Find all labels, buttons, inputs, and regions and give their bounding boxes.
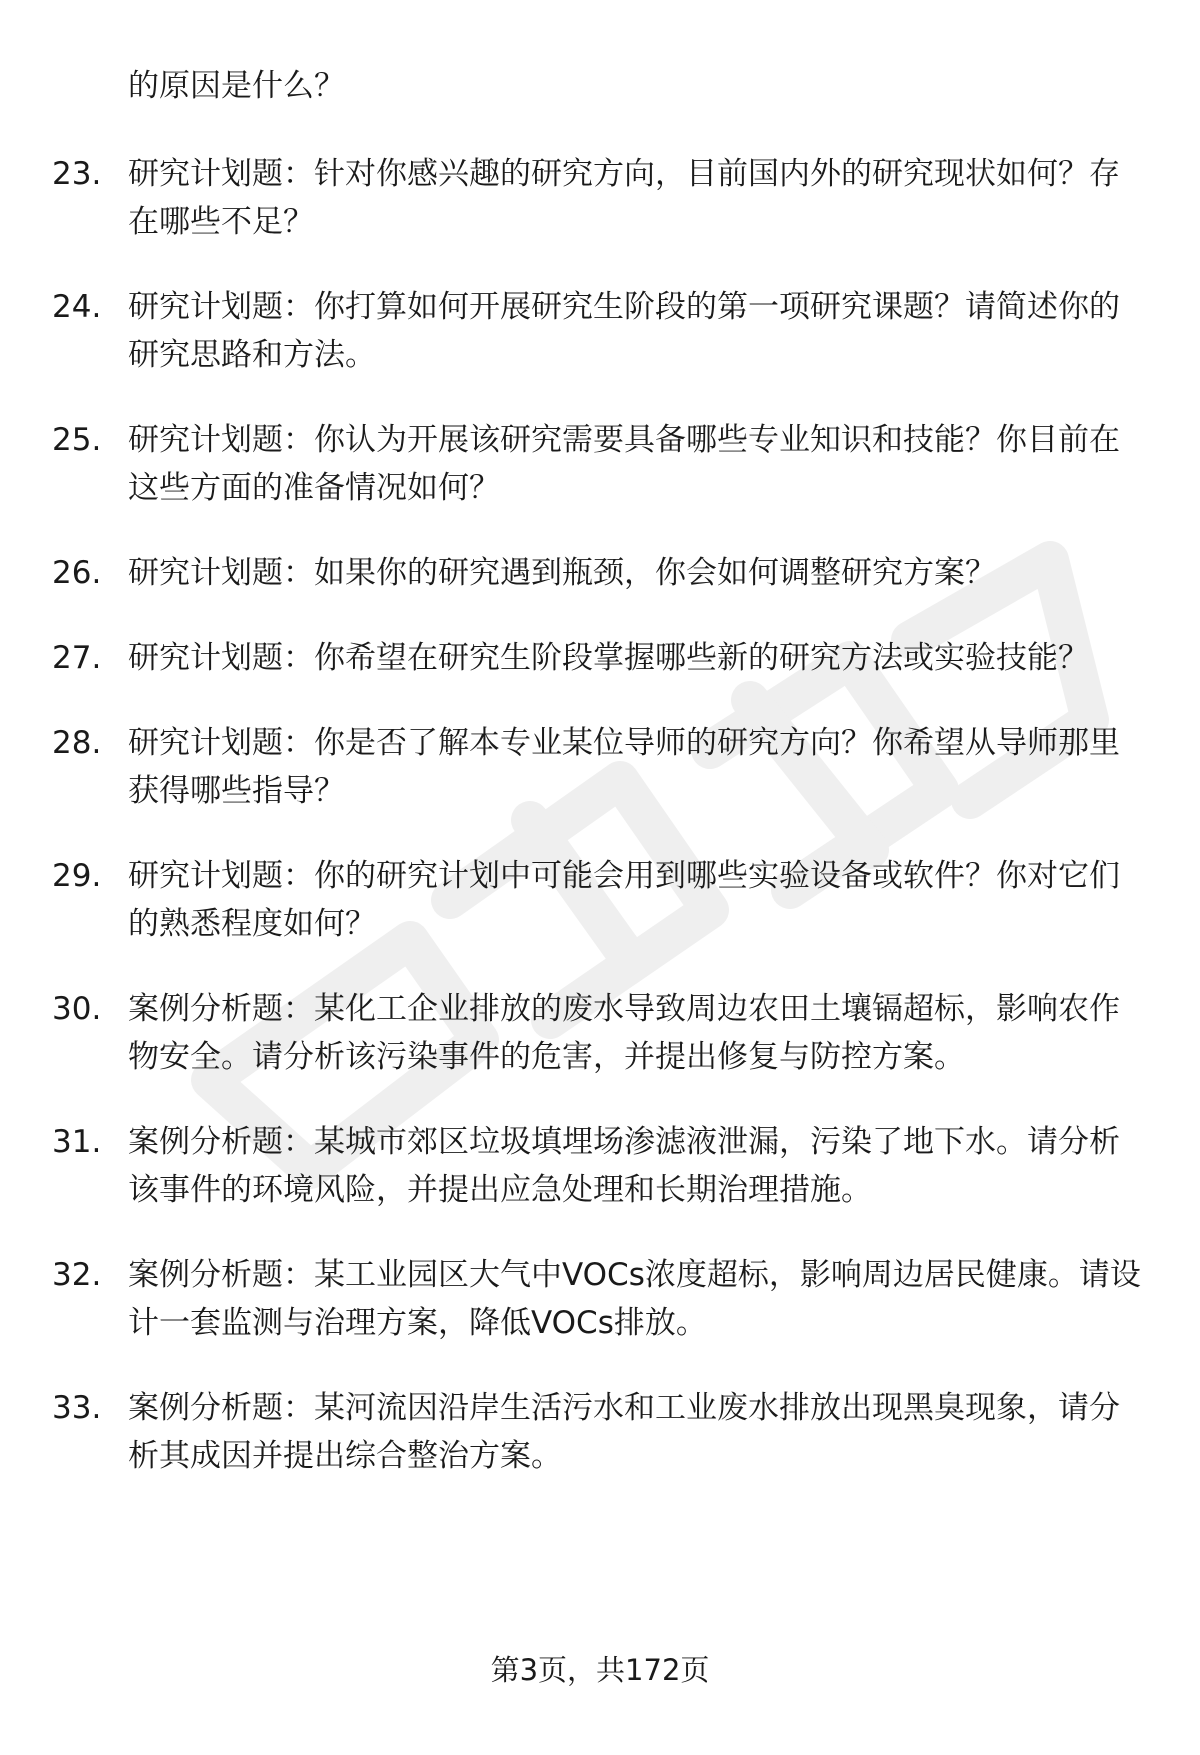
question-number: 23. (52, 156, 102, 192)
question-number: 29. (52, 858, 102, 894)
continuation-text: 的原因是什么？ (128, 68, 345, 104)
question-number: 27. (52, 640, 102, 676)
page-number: 第3页，共172页 (490, 1653, 710, 1687)
question-list (0, 150, 1200, 1517)
question-text: 研究计划题：针对你感兴趣的研究方向，目前国内外的研究现状如何？存在哪些不足？ (128, 156, 1120, 240)
question-text: 研究计划题：你打算如何开展研究生阶段的第一项研究课题？请简述你的研究思路和方法。 (128, 289, 1120, 373)
question-number: 25. (52, 422, 102, 458)
question-number: 28. (52, 725, 102, 761)
question-text: 研究计划题：你认为开展该研究需要具备哪些专业知识和技能？你目前在这些方面的准备情况如何？ (128, 422, 1120, 506)
list-item (0, 985, 1200, 1081)
question-number: 31. (52, 1124, 102, 1160)
question-text: 研究计划题：你的研究计划中可能会用到哪些实验设备或软件？你对它们的熟悉程度如何？ (128, 858, 1120, 942)
question-number: 26. (52, 555, 102, 591)
question-text: 研究计划题：你希望在研究生阶段掌握哪些新的研究方法或实验技能？ (128, 640, 1089, 676)
list-item (0, 150, 1200, 246)
list-item (0, 1118, 1200, 1214)
list-item (0, 549, 1200, 597)
question-number: 33. (52, 1390, 102, 1426)
question-text: 研究计划题：你是否了解本专业某位导师的研究方向？你希望从导师那里获得哪些指导？ (128, 725, 1120, 809)
question-text: 案例分析题：某城市郊区垃圾填埋场渗滤液泄漏，污染了地下水。请分析该事件的环境风险，并提出应急处理和长期治理措施。 (128, 1124, 1120, 1208)
question-number: 30. (52, 991, 102, 1027)
list-item (0, 719, 1200, 815)
question-text: 案例分析题：某化工企业排放的废水导致周边农田土壤镉超标，影响农作物安全。请分析该污染事件的危害，并提出修复与防控方案。 (128, 991, 1120, 1075)
list-item (0, 416, 1200, 512)
list-item (0, 852, 1200, 948)
question-text: 案例分析题：某工业园区大气中VOCs浓度超标，影响周边居民健康。请设计一套监测与治理方案，降低VOCs排放。 (128, 1257, 1141, 1341)
question-number: 24. (52, 289, 102, 325)
list-item (0, 283, 1200, 379)
list-item (0, 1384, 1200, 1480)
question-number: 32. (52, 1257, 102, 1293)
list-item (0, 1251, 1200, 1347)
list-item (0, 634, 1200, 682)
question-text: 研究计划题：如果你的研究遇到瓶颈，你会如何调整研究方案？ (128, 555, 996, 591)
question-text: 案例分析题：某河流因沿岸生活污水和工业废水排放出现黑臭现象，请分析其成因并提出综合整治方案。 (128, 1390, 1120, 1474)
